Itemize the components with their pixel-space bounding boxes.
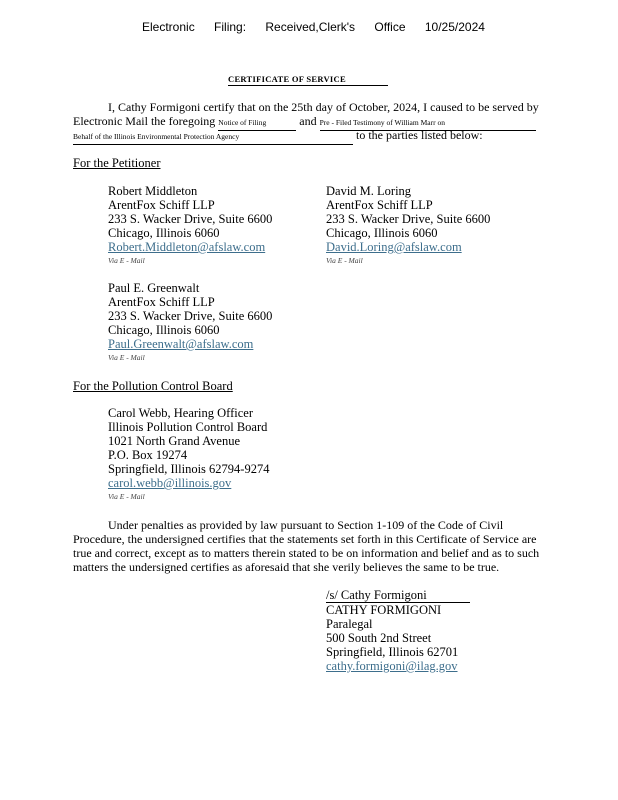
intro-doc-testimony: Pre - Filed Testimony of William Marr on [320, 116, 536, 131]
contact-firm: ArentFox Schiff LLP [326, 198, 433, 212]
penalty-paragraph [73, 518, 593, 574]
header-filing: Filing: [214, 20, 247, 34]
contact-middleton [108, 184, 272, 268]
contact-address: 1021 North Grand Avenue [108, 434, 241, 448]
contact-city: Chicago, Illinois 6060 [326, 226, 438, 240]
intro-doc-agency: Behalf of the Illinois Environmental Protection Agency [73, 130, 353, 145]
intro-line-3 [73, 128, 483, 145]
penalty-line-2: Procedure, the undersigned certifies that the statements set forth in this Certificate of Service are [73, 532, 537, 546]
contact-name: Robert Middleton [108, 184, 198, 198]
petitioner-heading: For the Petitioner [73, 156, 161, 170]
signature-line: /s/ Cathy Formigoni [326, 588, 470, 603]
contact-address: 233 S. Wacker Drive, Suite 6600 [326, 212, 491, 226]
signer-city: Springfield, Illinois 62701 [326, 645, 459, 659]
contact-loring [326, 184, 490, 268]
header-office: Office [374, 20, 406, 34]
contact-address: 233 S. Wacker Drive, Suite 6600 [108, 212, 273, 226]
intro-line-1: I, Cathy Formigoni certify that on the 25th day of October, 2024, I caused to be served by [108, 100, 539, 114]
contact-city: Chicago, Illinois 6060 [108, 226, 220, 240]
contact-name: Carol Webb, Hearing Officer [108, 406, 254, 420]
contact-email-link[interactable]: carol.webb@illinois.gov [108, 476, 232, 490]
contact-email-link[interactable]: Robert.Middleton@afslaw.com [108, 240, 266, 254]
contact-firm: ArentFox Schiff LLP [108, 198, 215, 212]
contact-city: Chicago, Illinois 6060 [108, 323, 220, 337]
contact-email-link[interactable]: Paul.Greenwalt@afslaw.com [108, 337, 254, 351]
header-date: 10/25/2024 [424, 20, 485, 34]
contact-via: Via E - Mail [108, 353, 145, 362]
contact-name: Paul E. Greenwalt [108, 281, 200, 295]
contact-address: 233 S. Wacker Drive, Suite 6600 [108, 309, 273, 323]
contact-email-link[interactable]: David.Loring@afslaw.com [326, 240, 462, 254]
intro-parties: to the parties listed below: [356, 128, 483, 142]
contact-via: Via E - Mail [326, 256, 363, 265]
signer-title: Paralegal [326, 617, 373, 631]
contact-pobox: P.O. Box 19274 [108, 448, 188, 462]
signature-block [326, 588, 470, 673]
signer-name: CATHY FORMIGONI [326, 603, 442, 617]
penalty-line-3: true and correct, except as to matters therein stated to be on information and belief and as to such [73, 546, 540, 560]
document-title: CERTIFICATE OF SERVICE [228, 74, 388, 86]
intro-doc-notice: Notice of Filing [218, 116, 296, 131]
penalty-line-4: matters the undersigned certifies as aforesaid that she verily believes the same to be true. [73, 560, 500, 574]
contact-via: Via E - Mail [108, 256, 145, 265]
contact-webb [108, 406, 269, 504]
intro-and: and [299, 114, 317, 128]
signer-address: 500 South 2nd Street [326, 631, 432, 645]
contact-org: Illinois Pollution Control Board [108, 420, 268, 434]
contact-city: Springfield, Illinois 62794-9274 [108, 462, 270, 476]
penalty-line-1: Under penalties as provided by law pursuant to Section 1-109 of the Code of Civil [108, 518, 504, 532]
contact-firm: ArentFox Schiff LLP [108, 295, 215, 309]
contact-via: Via E - Mail [108, 492, 145, 501]
header-electronic: Electronic [142, 20, 195, 34]
intro-foregoing: Electronic Mail the foregoing [73, 114, 216, 128]
board-heading: For the Pollution Control Board [73, 379, 233, 393]
signer-email-link[interactable]: cathy.formigoni@ilag.gov [326, 659, 458, 673]
filing-header [142, 20, 501, 34]
contact-greenwalt [108, 281, 272, 365]
header-received: Received,Clerk's [265, 20, 356, 34]
contact-name: David M. Loring [326, 184, 412, 198]
